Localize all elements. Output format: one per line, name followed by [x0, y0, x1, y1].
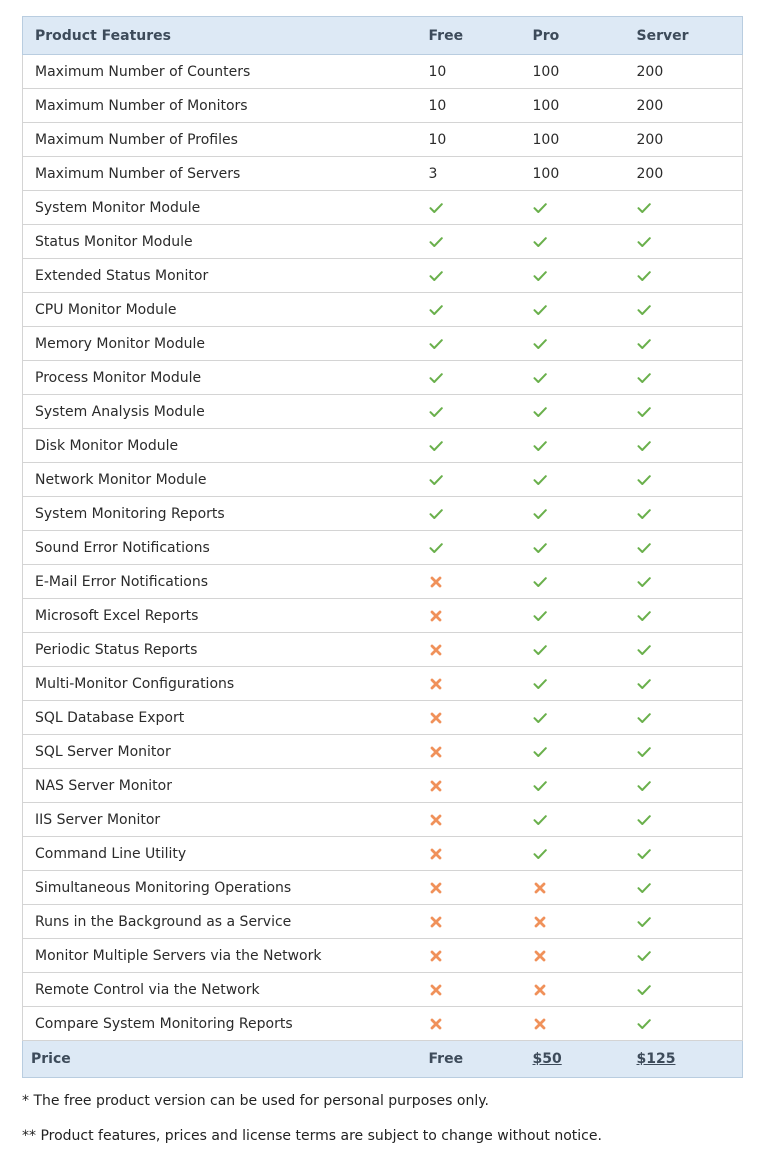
availability-free: [429, 735, 533, 769]
availability-server: [637, 463, 743, 497]
cross-icon: [533, 880, 547, 896]
checkmark-icon: [533, 200, 547, 216]
table-row: [23, 225, 743, 259]
table-row: [23, 735, 743, 769]
checkmark-icon: [637, 234, 651, 250]
cross-icon: [533, 982, 547, 998]
checkmark-icon: [637, 302, 651, 318]
value-server: 200: [637, 89, 743, 123]
availability-server: [637, 871, 743, 905]
table-row: [23, 89, 743, 123]
price-label: Price: [23, 1041, 429, 1078]
value-server: 200: [637, 157, 743, 191]
availability-server: [637, 973, 743, 1007]
feature-name: System Monitor Module: [23, 191, 429, 225]
checkmark-icon: [637, 676, 651, 692]
availability-pro: [533, 191, 637, 225]
availability-server: [637, 259, 743, 293]
availability-free: [429, 531, 533, 565]
cross-icon: [429, 744, 443, 760]
checkmark-icon: [533, 812, 547, 828]
checkmark-icon: [533, 404, 547, 420]
cross-icon: [533, 948, 547, 964]
checkmark-icon: [533, 370, 547, 386]
table-row: [23, 259, 743, 293]
availability-server: [637, 395, 743, 429]
availability-pro: [533, 769, 637, 803]
price-free: Free: [429, 1041, 533, 1078]
cross-icon: [429, 710, 443, 726]
cross-icon: [429, 1016, 443, 1032]
feature-name: Memory Monitor Module: [23, 327, 429, 361]
feature-name: Network Monitor Module: [23, 463, 429, 497]
availability-pro: [533, 531, 637, 565]
checkmark-icon: [637, 574, 651, 590]
feature-name: Multi-Monitor Configurations: [23, 667, 429, 701]
checkmark-icon: [637, 778, 651, 794]
availability-free: [429, 361, 533, 395]
table-row: [23, 1007, 743, 1041]
cross-icon: [429, 982, 443, 998]
header-server: Server: [637, 17, 743, 55]
table-row: [23, 395, 743, 429]
value-pro: 100: [533, 157, 637, 191]
checkmark-icon: [533, 608, 547, 624]
checkmark-icon: [637, 336, 651, 352]
table-row: [23, 463, 743, 497]
cross-icon: [429, 642, 443, 658]
price-row: [23, 1041, 743, 1078]
checkmark-icon: [637, 710, 651, 726]
availability-pro: [533, 599, 637, 633]
footnote-free-version: * The free product version can be used for personal purposes only.: [22, 1093, 489, 1109]
table-row: [23, 939, 743, 973]
checkmark-icon: [637, 370, 651, 386]
checkmark-icon: [429, 234, 443, 250]
availability-free: [429, 225, 533, 259]
availability-free: [429, 1007, 533, 1041]
checkmark-icon: [637, 948, 651, 964]
table-row: [23, 667, 743, 701]
checkmark-icon: [533, 540, 547, 556]
value-free: 10: [429, 55, 533, 89]
availability-free: [429, 701, 533, 735]
availability-server: [637, 837, 743, 871]
availability-free: [429, 327, 533, 361]
table-row: [23, 803, 743, 837]
value-pro: 100: [533, 89, 637, 123]
value-free: 10: [429, 123, 533, 157]
table-row: [23, 633, 743, 667]
table-row: [23, 871, 743, 905]
availability-server: [637, 497, 743, 531]
availability-pro: [533, 327, 637, 361]
checkmark-icon: [637, 914, 651, 930]
availability-free: [429, 633, 533, 667]
table-row: [23, 769, 743, 803]
feature-name: Disk Monitor Module: [23, 429, 429, 463]
availability-pro: [533, 735, 637, 769]
availability-server: [637, 429, 743, 463]
checkmark-icon: [637, 200, 651, 216]
availability-server: [637, 293, 743, 327]
table-row: [23, 429, 743, 463]
availability-free: [429, 259, 533, 293]
feature-name: Periodic Status Reports: [23, 633, 429, 667]
availability-free: [429, 803, 533, 837]
feature-name: SQL Database Export: [23, 701, 429, 735]
price-pro-link[interactable]: $50: [532, 1051, 562, 1067]
checkmark-icon: [533, 710, 547, 726]
availability-free: [429, 905, 533, 939]
availability-server: [637, 225, 743, 259]
feature-name: System Analysis Module: [23, 395, 429, 429]
checkmark-icon: [429, 540, 443, 556]
table-row: [23, 293, 743, 327]
availability-pro: [533, 1007, 637, 1041]
availability-pro: [533, 429, 637, 463]
checkmark-icon: [533, 676, 547, 692]
feature-name: Command Line Utility: [23, 837, 429, 871]
checkmark-icon: [533, 506, 547, 522]
table-row: [23, 565, 743, 599]
checkmark-icon: [429, 200, 443, 216]
availability-server: [637, 905, 743, 939]
checkmark-icon: [637, 982, 651, 998]
checkmark-icon: [429, 472, 443, 488]
checkmark-icon: [533, 574, 547, 590]
table-header-row: [23, 17, 743, 55]
availability-server: [637, 667, 743, 701]
availability-free: [429, 463, 533, 497]
table-row: [23, 361, 743, 395]
value-free: 3: [429, 157, 533, 191]
checkmark-icon: [429, 268, 443, 284]
availability-pro: [533, 973, 637, 1007]
checkmark-icon: [637, 472, 651, 488]
checkmark-icon: [533, 472, 547, 488]
table-row: [23, 123, 743, 157]
value-free: 10: [429, 89, 533, 123]
availability-free: [429, 599, 533, 633]
availability-pro: [533, 803, 637, 837]
availability-pro: [533, 293, 637, 327]
availability-server: [637, 599, 743, 633]
checkmark-icon: [533, 268, 547, 284]
availability-server: [637, 939, 743, 973]
checkmark-icon: [637, 268, 651, 284]
checkmark-icon: [533, 234, 547, 250]
feature-name: Process Monitor Module: [23, 361, 429, 395]
availability-free: [429, 667, 533, 701]
checkmark-icon: [429, 404, 443, 420]
availability-pro: [533, 633, 637, 667]
feature-name: CPU Monitor Module: [23, 293, 429, 327]
availability-server: [637, 327, 743, 361]
availability-free: [429, 939, 533, 973]
availability-pro: [533, 939, 637, 973]
feature-name: IIS Server Monitor: [23, 803, 429, 837]
checkmark-icon: [533, 438, 547, 454]
availability-server: [637, 633, 743, 667]
availability-server: [637, 191, 743, 225]
cross-icon: [533, 914, 547, 930]
cross-icon: [429, 846, 443, 862]
availability-pro: [533, 463, 637, 497]
availability-pro: [533, 667, 637, 701]
cross-icon: [533, 1016, 547, 1032]
cross-icon: [429, 778, 443, 794]
availability-pro: [533, 905, 637, 939]
table-row: [23, 701, 743, 735]
feature-name: Status Monitor Module: [23, 225, 429, 259]
table-row: [23, 157, 743, 191]
feature-name: Maximum Number of Servers: [23, 157, 429, 191]
availability-pro: [533, 701, 637, 735]
cross-icon: [429, 676, 443, 692]
table-row: [23, 837, 743, 871]
footnote-change-notice: ** Product features, prices and license terms are subject to change without notice.: [22, 1128, 602, 1144]
checkmark-icon: [637, 642, 651, 658]
feature-name: Monitor Multiple Servers via the Network: [23, 939, 429, 973]
feature-name: NAS Server Monitor: [23, 769, 429, 803]
availability-server: [637, 565, 743, 599]
cross-icon: [429, 574, 443, 590]
feature-name: Sound Error Notifications: [23, 531, 429, 565]
availability-server: [637, 769, 743, 803]
checkmark-icon: [429, 302, 443, 318]
checkmark-icon: [637, 438, 651, 454]
header-pro: Pro: [533, 17, 637, 55]
checkmark-icon: [429, 506, 443, 522]
cross-icon: [429, 880, 443, 896]
feature-comparison-table: [22, 16, 743, 1078]
checkmark-icon: [637, 506, 651, 522]
table-row: [23, 905, 743, 939]
checkmark-icon: [533, 846, 547, 862]
header-free: Free: [429, 17, 533, 55]
cross-icon: [429, 608, 443, 624]
availability-free: [429, 837, 533, 871]
feature-name: Compare System Monitoring Reports: [23, 1007, 429, 1041]
checkmark-icon: [533, 744, 547, 760]
value-pro: 100: [533, 123, 637, 157]
availability-pro: [533, 871, 637, 905]
header-product-features: Product Features: [23, 17, 429, 55]
availability-free: [429, 293, 533, 327]
table-row: [23, 191, 743, 225]
availability-server: [637, 361, 743, 395]
checkmark-icon: [637, 404, 651, 420]
table-body: [23, 55, 743, 1041]
table-row: [23, 531, 743, 565]
feature-name: Microsoft Excel Reports: [23, 599, 429, 633]
table-row: [23, 599, 743, 633]
cross-icon: [429, 948, 443, 964]
value-server: 200: [637, 123, 743, 157]
feature-name: Runs in the Background as a Service: [23, 905, 429, 939]
availability-free: [429, 395, 533, 429]
feature-name: Remote Control via the Network: [23, 973, 429, 1007]
availability-free: [429, 769, 533, 803]
availability-free: [429, 429, 533, 463]
availability-free: [429, 871, 533, 905]
availability-pro: [533, 361, 637, 395]
availability-pro: [533, 837, 637, 871]
checkmark-icon: [429, 370, 443, 386]
availability-server: [637, 803, 743, 837]
value-server: 200: [637, 55, 743, 89]
price-server-link[interactable]: $125: [636, 1051, 676, 1067]
checkmark-icon: [637, 846, 651, 862]
checkmark-icon: [637, 1016, 651, 1032]
table-row: [23, 55, 743, 89]
feature-name: SQL Server Monitor: [23, 735, 429, 769]
feature-name: Maximum Number of Profiles: [23, 123, 429, 157]
checkmark-icon: [637, 880, 651, 896]
availability-server: [637, 735, 743, 769]
checkmark-icon: [533, 642, 547, 658]
availability-free: [429, 497, 533, 531]
checkmark-icon: [637, 812, 651, 828]
checkmark-icon: [637, 608, 651, 624]
availability-free: [429, 565, 533, 599]
table-row: [23, 973, 743, 1007]
table-row: [23, 327, 743, 361]
checkmark-icon: [429, 438, 443, 454]
availability-free: [429, 973, 533, 1007]
checkmark-icon: [533, 778, 547, 794]
feature-name: Simultaneous Monitoring Operations: [23, 871, 429, 905]
checkmark-icon: [533, 336, 547, 352]
availability-free: [429, 191, 533, 225]
availability-server: [637, 1007, 743, 1041]
value-pro: 100: [533, 55, 637, 89]
feature-name: System Monitoring Reports: [23, 497, 429, 531]
feature-name: Maximum Number of Monitors: [23, 89, 429, 123]
feature-name: E-Mail Error Notifications: [23, 565, 429, 599]
availability-pro: [533, 565, 637, 599]
cross-icon: [429, 914, 443, 930]
availability-server: [637, 531, 743, 565]
feature-name: Maximum Number of Counters: [23, 55, 429, 89]
checkmark-icon: [429, 336, 443, 352]
availability-server: [637, 701, 743, 735]
checkmark-icon: [533, 302, 547, 318]
cross-icon: [429, 812, 443, 828]
availability-pro: [533, 225, 637, 259]
availability-pro: [533, 259, 637, 293]
checkmark-icon: [637, 744, 651, 760]
table-row: [23, 497, 743, 531]
checkmark-icon: [637, 540, 651, 556]
availability-pro: [533, 395, 637, 429]
feature-name: Extended Status Monitor: [23, 259, 429, 293]
availability-pro: [533, 497, 637, 531]
